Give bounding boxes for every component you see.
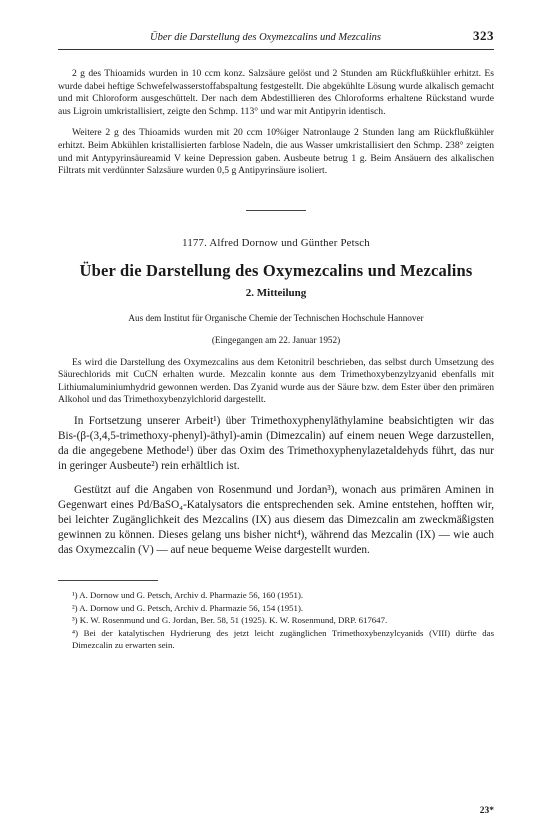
article-part: 2. Mitteilung bbox=[245, 286, 307, 299]
article-authors: 1177. Alfred Dornow und Günther Petsch bbox=[182, 236, 370, 249]
preceding-paragraph: 2 g des Thioamids wurden in 10 ccm konz. Salzsäure gelöst und 2 Stunden am Rückflußkühler erhitzt. Es wurde dabei heftige Schwefelwasserstoffabspaltung festgestellt. Die abgekühlte Lösung wurde alkalisch gemacht und mit Chloroform ausgeschüttelt. Der nach dem Abdestillieren des Chloroforms erhaltene Rückstand wurde aus Ligroin umkristallisiert, zeigte den Schmp. 113° und war mit Antipyrin identisch. bbox=[58, 68, 494, 117]
footnote: ¹) A. Dornow und G. Petsch, Archiv d. Pharmazie 56, 160 (1951). bbox=[72, 590, 304, 601]
footnotes bbox=[58, 589, 494, 651]
body-paragraph: Gestützt auf die Angaben von Rosenmund und Jordan³), wonach aus primären Aminen in Gegenwart eines Pd/BaSO₄-Katalysators die entsprechenden sek. Amine entstehen, hofften wir, bei leichter Zugänglichkeit des Mezcalins (IX) aus diesem das Dimezcalin am zweckmäßigsten gewinnen zu können. Dieses gelang uns bisher nicht⁴), während das Mezcalin (IX) — wie auch das Oxymezcalin (V) — auf neue bequeme Weise dargestellt wurden. bbox=[58, 484, 494, 557]
footnote: ⁴) Bei der katalytischen Hydrierung des jetzt leicht zugänglichen Trimethoxybenzylcyanids (VIII) dürfte das Dimezcalin zu erwarten sein. bbox=[72, 627, 494, 650]
running-title: Über die Darstellung des Oxymezcalins und Mezcalins bbox=[150, 32, 381, 43]
body-paragraph: In Fortsetzung unserer Arbeit¹) über Trimethoxyphenyläthylamine beabsichtigten wir das Bis-(β-(3,4,5-trimethoxy-phenyl)-äthyl)-amin (Dimezcalin) auf einem neuen Wege darzustellen, da die angegebene Methode¹) über das Oxim des Trimethoxyphenylazetaldehyds führt, das nur in geringer Ausbeute²) rein erhältlich ist. bbox=[58, 415, 494, 473]
section-divider bbox=[246, 210, 306, 211]
page-number: 323 bbox=[473, 28, 494, 43]
page-body bbox=[58, 68, 494, 651]
footnote-divider bbox=[58, 580, 158, 581]
printer-signature: 23* bbox=[479, 806, 494, 816]
article-institute: Aus dem Institut für Organische Chemie der Technischen Hochschule Hannover bbox=[128, 312, 424, 323]
article-abstract: Es wird die Darstellung des Oxymezcalins aus dem Ketonitril beschrieben, das selbst durch Umsetzung des Säurechlorids mit CuCN erhalten wurde. Mezcalin konnte aus dem Trimethoxybenzylzyanid ebenfalls mit Lithiumaluminiumhydrid gewonnen werden. Das Zyanid wurde aus der Säure bzw. dem Ester über den primären Alkohol und das Trimethoxybenzylchlorid dargestellt. bbox=[58, 356, 494, 405]
article-title: Über die Darstellung des Oxymezcalins und Mezcalins bbox=[79, 260, 473, 280]
footnote: ³) K. W. Rosenmund und G. Jordan, Ber. 58, 51 (1925). K. W. Rosenmund, DRP. 617647. bbox=[72, 615, 388, 626]
footnote: ²) A. Dornow und G. Petsch, Archiv d. Pharmazie 56, 154 (1951). bbox=[72, 602, 304, 613]
article-received-date: (Eingegangen am 22. Januar 1952) bbox=[211, 334, 341, 345]
page-header bbox=[58, 28, 494, 50]
preceding-paragraph: Weitere 2 g des Thioamids wurden mit 20 ccm 10%iger Natronlauge 2 Stunden lang am Rückflußkühler erhitzt. Beim Abkühlen kristallisierten farblose Nadeln, die aus Wasser umkristallisiert den Schmp. 238° zeigten und mit Antypyrinsäureamid V keine Depression gaben. Ausbeute betrug 1 g. Beim Ansäuern des alkalischen Filtrats mit verdünnter Salzsäure wurden 0,5 g Antipyrinsäure isoliert. bbox=[58, 127, 494, 177]
